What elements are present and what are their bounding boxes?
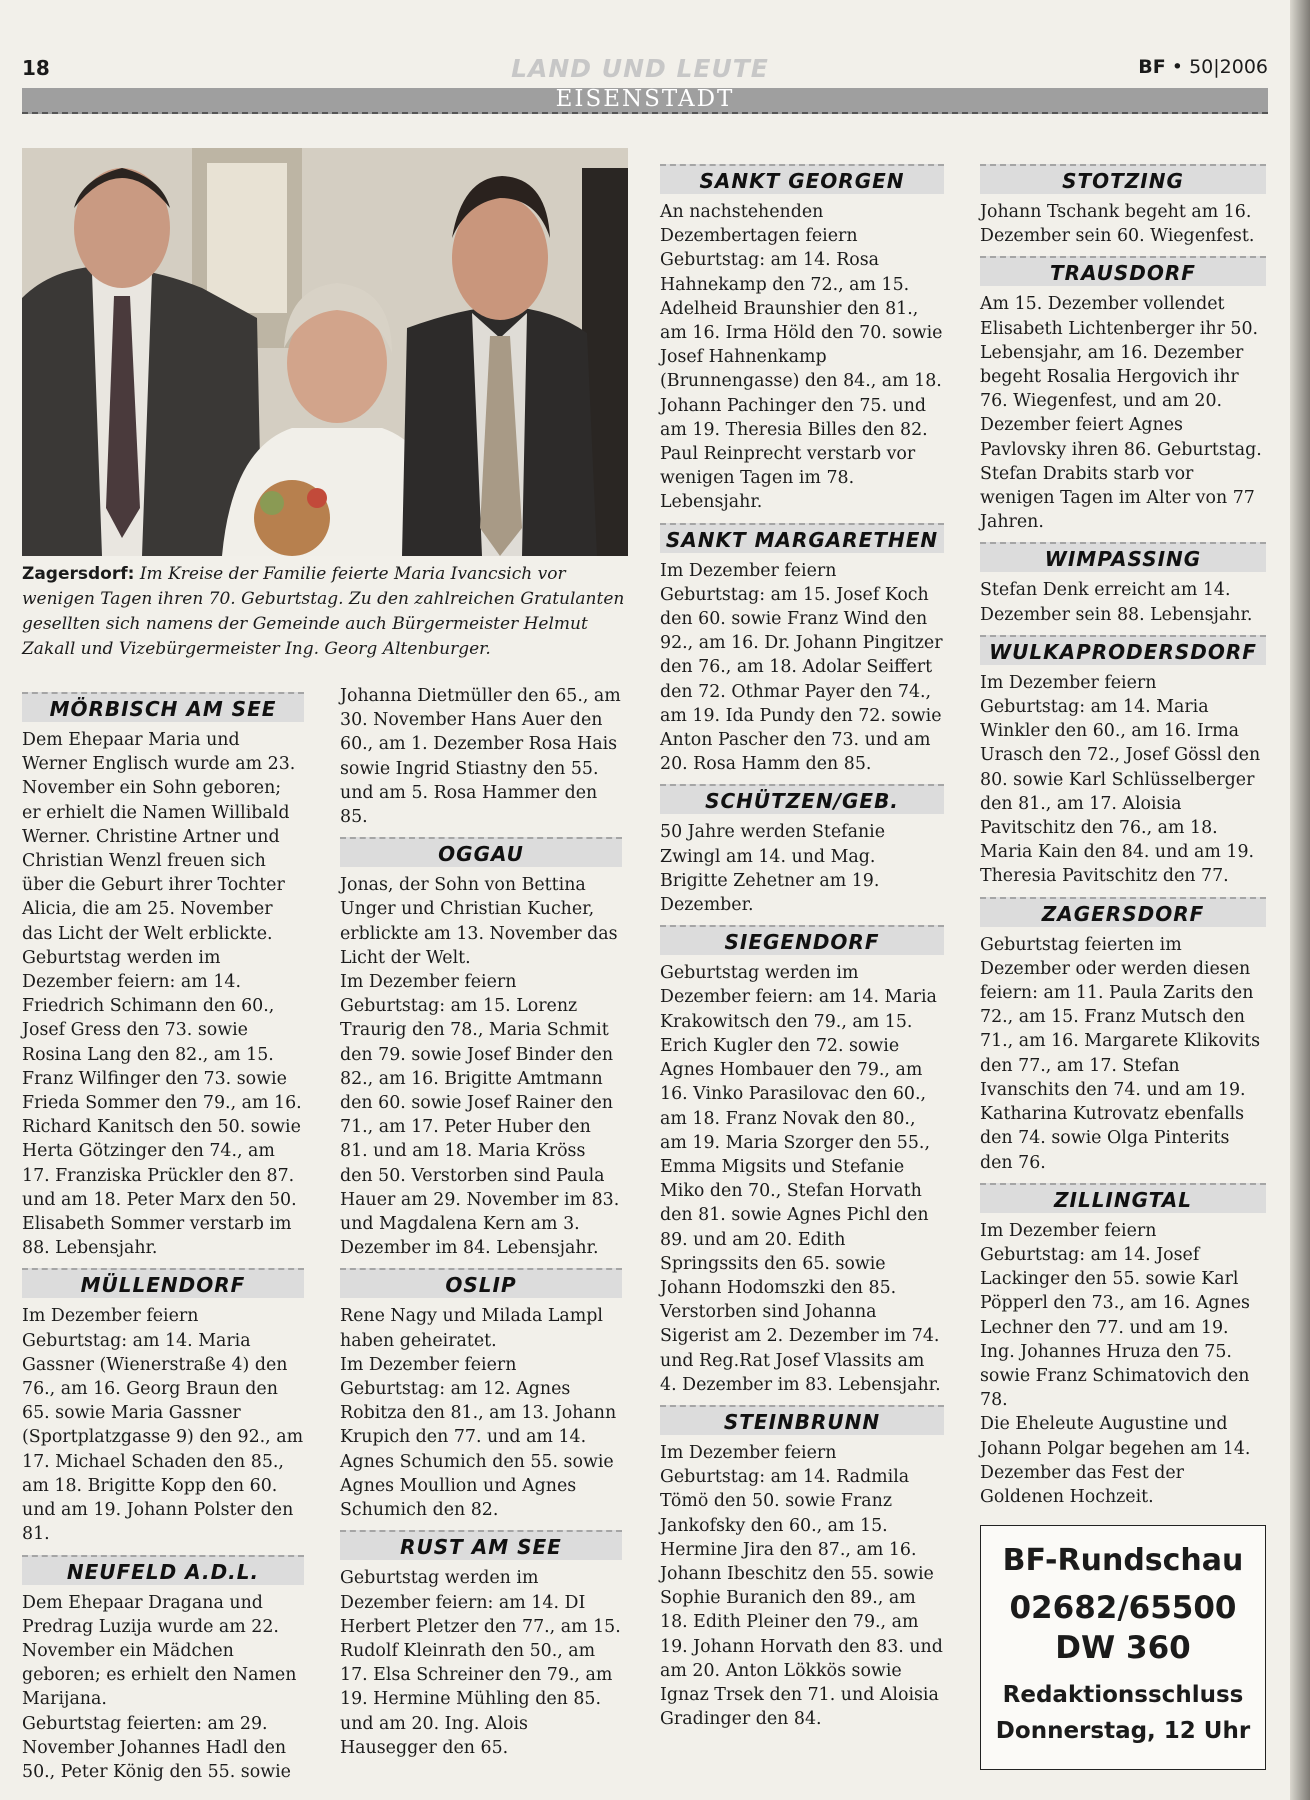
article-siegendorf: [660, 925, 944, 1397]
article-text: Dem Ehepaar Maria und Werner Englisch wurde am 23. November ein Sohn geboren; er erhielt die Namen Willibald Werner. Christine Artner und Christian Wenzl freuen sich über die Geburt ihrer Tochter Alicia, die am 25. November das Licht der Welt erblickte. Geburtstag werden im Dezember feiern: am 14. Friedrich Schimann den 60., Josef Gress den 73. sowie Rosina Lang den 82., am 15. Franz Wilfinger den 73. sowie Frieda Sommer den 79., am 16. Richard Kanitsch den 50. sowie Herta Götzinger den 74., am 17. Franziska Prückler den 87. und am 18. Peter Marx den 50. Elisabeth Sommer verstarb im 88. Lebensjahr.: [22, 730, 302, 1259]
column-2: [340, 684, 622, 1768]
article-text: Im Dezember feiern Geburtstag: am 14. Maria Winkler den 60., am 16. Irma Urasch den 72., Josef Gössl den 80. sowie Karl Schlüsselberger den 81., am 17. Aloisia Pavitschitz den 76., am 18. Maria Kain den 84. und am 19. Theresia Pavitschitz den 77.: [980, 672, 1261, 887]
article-title: WULKAPRODERSDORF: [980, 635, 1266, 665]
article-text: Stefan Denk erreicht am 14. Dezember sein 88. Lebensjahr.: [980, 580, 1253, 625]
page-edge-shadow: [1290, 0, 1310, 1800]
article-title: OGGAU: [340, 837, 622, 867]
article-text: Dem Ehepaar Dragana und Predrag Luzija wurde am 22. November ein Mädchen geboren; es erhielt den Namen Marijana.: [22, 1592, 297, 1710]
article-neufeld: [22, 1555, 304, 1785]
page-number: 18: [22, 56, 50, 80]
article-title: NEUFELD A.D.L.: [22, 1555, 304, 1585]
article-wimpassing: [980, 542, 1266, 626]
article-moerbisch: [22, 692, 304, 1260]
article-muellendorf: [22, 1268, 304, 1546]
bullet-separator: •: [1171, 56, 1184, 78]
article-text: Rene Nagy und Milada Lampl haben geheiratet.: [340, 1306, 603, 1351]
article-text: Im Dezember feiern Geburtstag: am 15. Josef Koch den 60. sowie Franz Wind den 92., am 16. Dr. Johann Pingitzer den 76., am 18. Adolar Seiffert den 72. Othmar Payer den 74., am 19. Ida Pundy den 72. sowie Anton Pascher den 73. und am 20. Rosa Hamm den 85.: [660, 560, 943, 775]
article-text: Johanna Dietmüller den 65., am 30. November Hans Auer den 60., am 1. Dezember Rosa Hais sowie Ingrid Stiastny den 55. und am 5. Rosa Hammer den 85.: [340, 686, 621, 828]
caption-place: Zagersdorf:: [22, 564, 135, 584]
article-continued: [340, 684, 622, 829]
article-text: Im Dezember feiern Geburtstag: am 14. Josef Lackinger den 55. sowie Karl Pöpperl den 73., am 16. Agnes Lechner den 77. und am 19. Ing. Johannes Hruza den 75. sowie Franz Schimatovich den 78.: [980, 1220, 1250, 1411]
region-banner: [22, 88, 1268, 114]
ad-deadline-label: Redaktionsschluss: [1002, 1682, 1244, 1708]
article-rust: [340, 1530, 622, 1760]
article-text: Im Dezember feiern Geburtstag: am 14. Maria Gassner (Wienerstraße 4) den 76., am 16. Georg Braun den 65. sowie Maria Gassner (Sportplatzgasse 9) den 92., am 17. Michael Schaden den 85., am 18. Brigitte Kopp den 60. und am 19. Johann Polster den 81.: [22, 1306, 304, 1545]
issue-info: [1138, 56, 1268, 78]
article-title: SANKT MARGARETHEN: [660, 523, 944, 553]
article-title: MÖRBISCH AM SEE: [22, 692, 304, 722]
photo-caption: [22, 562, 628, 662]
article-title: SIEGENDORF: [660, 925, 944, 955]
article-title: TRAUSDORF: [980, 256, 1266, 286]
article-sankt-margarethen: [660, 523, 944, 777]
article-steinbrunn: [660, 1405, 944, 1731]
article-wulkaprodersdorf: [980, 635, 1266, 889]
article-text: Geburtstag feierten im Dezember oder werden diesen feiern: am 11. Paula Zarits den 72., am 15. Franz Mutsch den 71., am 16. Margarete Klikovits den 77., am 17. Stefan Ivanschits den 74. und am 19. Katharina Kutrovatz ebenfalls den 74. sowie Olga Pinterits den 76.: [980, 934, 1261, 1173]
column-1: [22, 692, 304, 1792]
ad-extension: DW 360: [1055, 1630, 1191, 1666]
article-title: STOTZING: [980, 164, 1266, 194]
article-text: Geburtstag feierten: am 29. November Johannes Hadl den 50., Peter König den 55. sowie: [22, 1713, 291, 1782]
article-text: Geburtstag werden im Dezember feiern: am 14. DI Herbert Pletzer den 77., am 15. Rudolf Kleinrath den 50., am 17. Elsa Schreiner den 79., am 19. Hermine Mühling den 85. und am 20. Ing. Alois Hausegger den 65.: [340, 1568, 621, 1758]
article-schuetzen: [660, 784, 944, 917]
article-text: Geburtstag werden im Dezember feiern: am 14. Maria Krakowitsch den 79., am 15. Erich Kugler den 72. sowie Agnes Hombauer den 79., am 16. Vinko Parasilovac den 60., am 18. Franz Novak den 80., am 19. Maria Szorger den 55., Emma Migsits und Stefanie Miko den 70., Stefan Horvath den 81. sowie Agnes Pichl den 89. und am 20. Edith Springssits den 65. sowie Johann Hodomszki den 85.: [660, 963, 937, 1298]
article-trausdorf: [980, 256, 1266, 534]
caption-text: Im Kreise der Familie feierte Maria Ivancsich vor wenigen Tagen ihren 70. Geburtstag. Zu den zahlreichen Gratulanten gesellten sich namens der Gemeinde auch Bürgermeister Helmut Zakall und Vizebürgermeister Ing. Georg Altenburger.: [22, 564, 625, 659]
publication-name: BF: [1138, 56, 1166, 78]
article-zagersdorf: [980, 897, 1266, 1175]
article-text: Verstorben sind Johanna Sigerist am 2. Dezember im 74. und Reg.Rat Josef Vlassits am 4. Dezember im 83. Lebensjahr.: [660, 1302, 941, 1395]
ad-phone-number: 02682/65500: [1009, 1590, 1237, 1626]
article-zillingtal: [980, 1183, 1266, 1509]
article-title: SANKT GEORGEN: [660, 164, 944, 194]
article-title: WIMPASSING: [980, 542, 1266, 572]
article-title: RUST AM SEE: [340, 1530, 622, 1560]
column-3: [660, 164, 944, 1739]
article-title: ZILLINGTAL: [980, 1183, 1266, 1213]
article-text: 50 Jahre werden Stefanie Zwingl am 14. und Mag. Brigitte Zehetner am 19. Dezember.: [660, 822, 886, 916]
column-4: [980, 164, 1266, 1517]
article-text: Paul Reinprecht verstarb vor wenigen Tagen im 78. Lebensjahr.: [660, 444, 916, 513]
article-sankt-georgen: [660, 164, 944, 515]
article-title: MÜLLENDORF: [22, 1268, 304, 1298]
article-text: Im Dezember feiern Geburtstag: am 15. Lorenz Traurig den 78., Maria Schmit den 79. sowie Josef Binder den 82., am 16. Brigitte Amtmann den 60. sowie Josef Rainer den 71., am 17. Peter Huber den 81. und am 18. Maria Kröss den 50. Verstorben sind Paula Hauer am 29. November im 83. und Magdalena Kern am 3. Dezember im 84. Lebensjahr.: [340, 972, 620, 1259]
section-title: LAND UND LEUTE: [511, 54, 769, 83]
article-text: Am 15. Dezember vollendet Elisabeth Lichtenberger ihr 50. Lebensjahr, am 16. Dezember begeht Rosalia Hergovich ihr 76. Wiegenfest, und am 20. Dezember feiert Agnes Pavlovsky ihren 86. Geburtstag.: [980, 294, 1262, 460]
article-title: OSLIP: [340, 1268, 622, 1298]
article-title: STEINBRUNN: [660, 1405, 944, 1435]
article-text: Stefan Drabits starb vor wenigen Tagen im Alter von 77 Jahren.: [980, 463, 1255, 533]
ad-title: BF-Rundschau: [1002, 1543, 1244, 1578]
article-oggau: [340, 837, 622, 1260]
article-text: An nachstehenden Dezembertagen feiern Geburtstag: am 14. Rosa Hahnekamp den 72., am 15. Adelheid Braunshier den 81., am 16. Irma Höld den 70. sowie Josef Hahnenkamp (Brunnengasse) den 84., am 18. Johann Pachinger den 75. und am 19. Theresia Billes den 82.: [660, 202, 943, 440]
article-text: Johann Tschank begeht am 16. Dezember sein 60. Wiegenfest.: [980, 202, 1255, 247]
issue-number: 50|2006: [1189, 56, 1268, 78]
article-stotzing: [980, 164, 1266, 248]
family-photo: [22, 148, 628, 556]
region-title: EISENSTADT: [555, 86, 735, 112]
article-title: SCHÜTZEN/GEB.: [660, 784, 944, 814]
article-oslip: [340, 1268, 622, 1522]
photo-illustration: [22, 148, 628, 556]
article-text: Im Dezember feiern Geburtstag: am 12. Agnes Robitza den 81., am 13. Johann Krupich den 77. und am 14. Agnes Schumich den 55. sowie Agnes Moullion und Agnes Schumich den 82.: [340, 1354, 617, 1521]
ad-deadline-time: Donnerstag, 12 Uhr: [995, 1718, 1251, 1744]
article-text: Die Eheleute Augustine und Johann Polgar begehen am 14. Dezember das Fest der Goldenen Hochzeit.: [980, 1414, 1251, 1507]
article-text: Im Dezember feiern Geburtstag: am 14. Radmila Tömö den 50. sowie Franz Jankofsky den 60., am 15. Hermine Jira den 87., am 16. Johann Ibeschitz den 55. sowie Sophie Buranich den 89., am 18. Edith Pleiner den 79., am 19. Johann Horvath den 83. und am 20. Anton Lökkös sowie Ignaz Trsek den 71. und Aloisia Gradinger den 84.: [660, 1442, 943, 1730]
article-title: ZAGERSDORF: [980, 897, 1266, 927]
deadline-ad-box: [980, 1525, 1266, 1770]
article-text: Jonas, der Sohn von Bettina Unger und Christian Kucher, erblickte am 13. November das Licht der Welt.: [340, 875, 618, 968]
